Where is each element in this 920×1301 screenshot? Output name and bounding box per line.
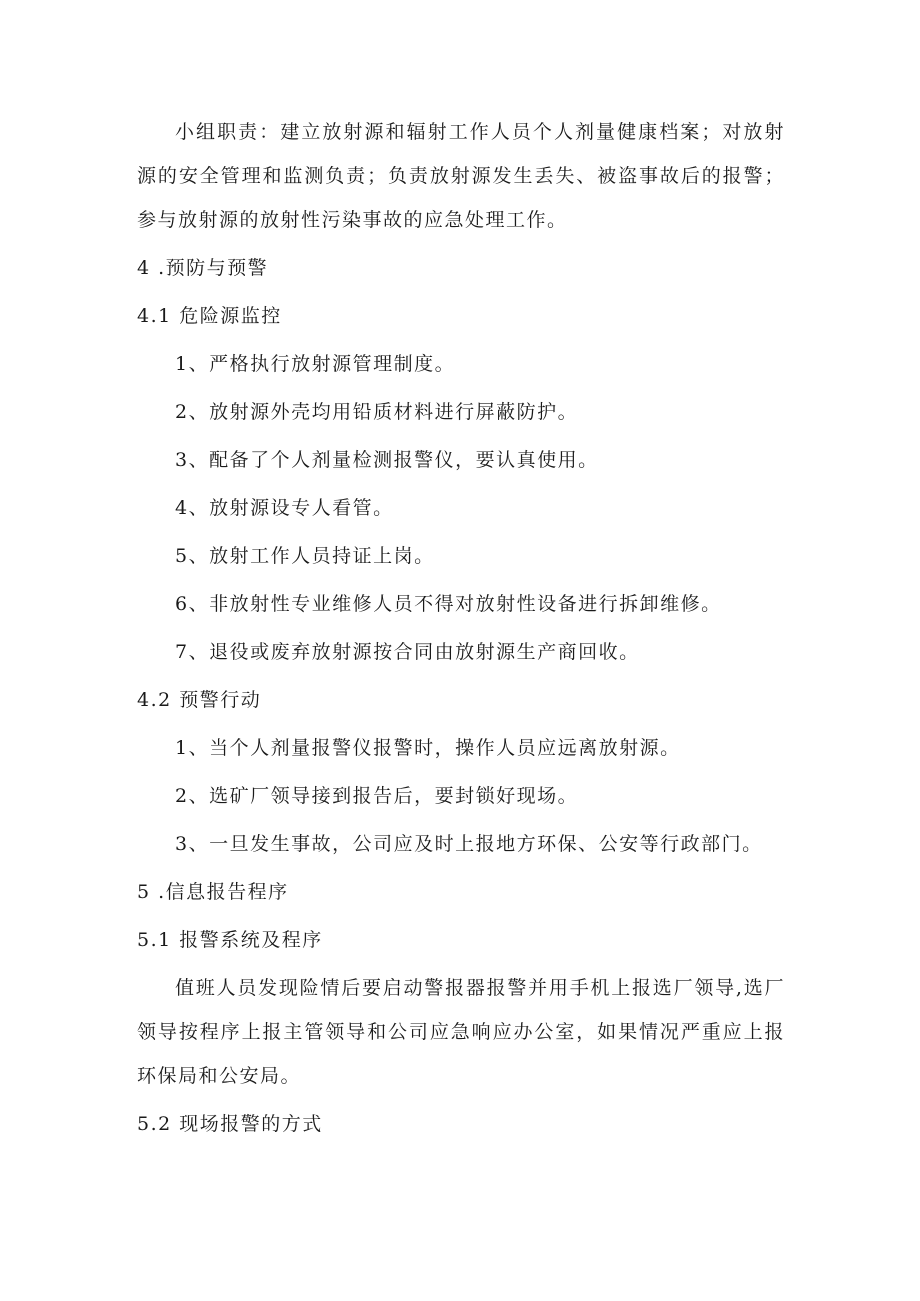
- list-item: 2、选矿厂领导接到报告后，要封锁好现场。: [175, 785, 579, 807]
- list-item: 4、放射源设专人看管。: [175, 497, 394, 519]
- paragraph-team-duties: 小组职责：建立放射源和辐射工作人员个人剂量健康档案；对放射源的安全管理和监测负责；负责放射源发生丢失、被盗事故后的报警；参与放射源的放射性污染事故的应急处理工作。: [137, 121, 785, 231]
- list-item: 3、配备了个人剂量检测报警仪，要认真使用。: [175, 449, 599, 471]
- subsection-heading-warning-action: 4.2 预警行动: [137, 689, 262, 711]
- paragraph-alarm-procedure: 值班人员发现险情后要启动警报器报警并用手机上报选厂领导,选厂领导按程序上报主管领导和公司应急响应办公室，如果情况严重应上报环保局和公安局。: [137, 977, 785, 1087]
- list-item: 5、放射工作人员持证上岗。: [175, 545, 435, 567]
- list-item: 1、当个人剂量报警仪报警时，操作人员应远离放射源。: [175, 737, 681, 759]
- subsection-heading-hazard-monitoring: 4.1 危险源监控: [137, 305, 282, 327]
- list-item: 1、严格执行放射源管理制度。: [175, 353, 456, 375]
- section-heading-prevention: 4 .预防与预警: [137, 257, 269, 279]
- list-item: 2、放射源外壳均用铅质材料进行屏蔽防护。: [175, 401, 579, 423]
- subsection-heading-onsite-alarm: 5.2 现场报警的方式: [137, 1113, 323, 1135]
- list-item: 6、非放射性专业维修人员不得对放射性设备进行拆卸维修。: [175, 593, 722, 615]
- section-heading-info-reporting: 5 .信息报告程序: [137, 881, 289, 903]
- list-item: 7、退役或废弃放射源按合同由放射源生产商回收。: [175, 641, 640, 663]
- subsection-heading-alarm-system: 5.1 报警系统及程序: [137, 929, 323, 951]
- list-item: 3、一旦发生事故，公司应及时上报地方环保、公安等行政部门。: [175, 833, 763, 855]
- document-body: [137, 110, 785, 1150]
